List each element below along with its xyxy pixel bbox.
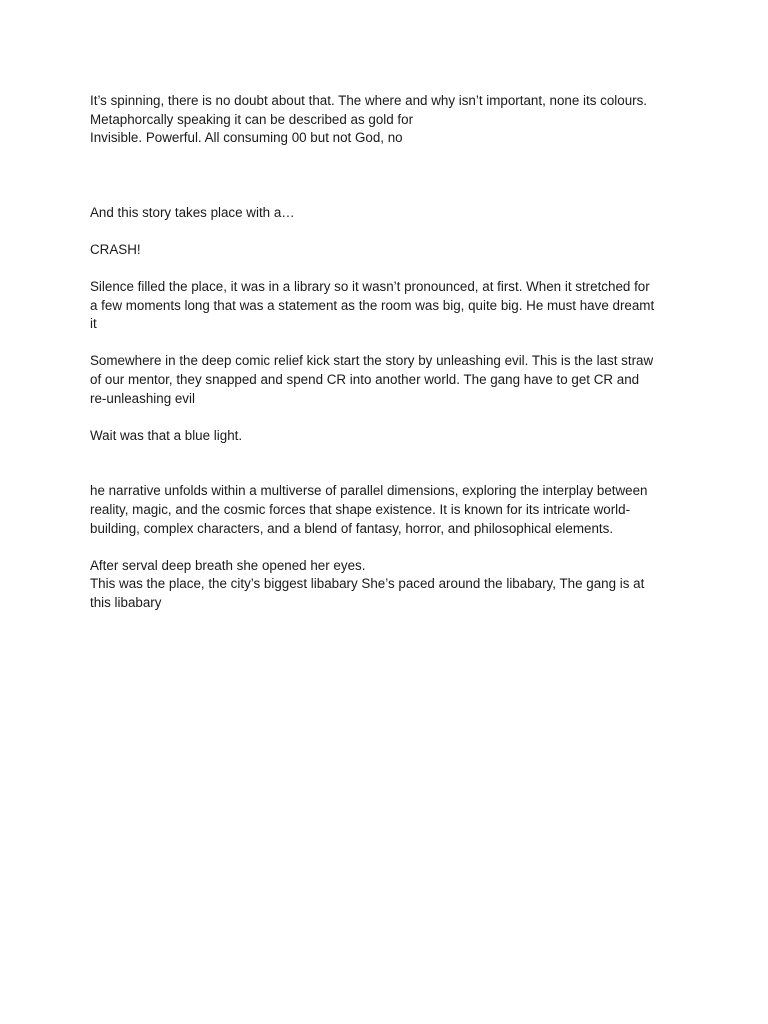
- text-line: After serval deep breath she opened her eyes.: [90, 557, 366, 573]
- paragraph-story-start: [90, 204, 690, 223]
- paragraph-spacer: [90, 148, 690, 204]
- text-line: Wait was that a blue light.: [90, 427, 243, 443]
- text-line: CRASH!: [90, 241, 141, 257]
- text-line: he narrative unfolds within a multiverse of parallel dimensions, exploring the interplay between: [90, 483, 648, 499]
- text-line: reality, magic, and the cosmic forces that shape existence. It is known for its intricate world-: [90, 502, 631, 518]
- text-line: Metaphorcally speaking it can be described as gold for: [90, 111, 414, 127]
- paragraph-blue-light: [90, 427, 690, 446]
- text-line: And this story takes place with a…: [90, 204, 295, 220]
- paragraph-crash: [90, 241, 690, 260]
- paragraph-spacer: [90, 259, 690, 278]
- text-line: This was the place, the city’s biggest libabary She’s paced around the libabary, The gang is at: [90, 576, 645, 592]
- paragraph-comic-relief: [90, 352, 690, 408]
- text-line: of our mentor, they snapped and spend CR into another world. The gang have to get CR and: [90, 371, 640, 387]
- text-line: it: [90, 316, 97, 332]
- paragraph-spacer: [90, 408, 690, 427]
- document-body: [90, 92, 690, 613]
- text-line: re-unleashing evil: [90, 390, 195, 406]
- text-line: Somewhere in the deep comic relief kick start the story by unleashing evil. This is the last straw: [90, 353, 654, 369]
- text-line: It’s spinning, there is no doubt about that. The where and why isn’t important, none its colours.: [90, 93, 648, 108]
- text-line: a few moments long that was a statement as the room was big, quite big. He must have dreamt: [90, 297, 655, 313]
- paragraph-spacer: [90, 334, 690, 353]
- text-line: Silence filled the place, it was in a library so it wasn’t pronounced, at first. When it stretched for: [90, 278, 650, 294]
- paragraph-narrative: [90, 482, 690, 538]
- paragraph-spacer: [90, 222, 690, 241]
- paragraph-spacer: [90, 538, 690, 557]
- paragraph-opening: [90, 92, 690, 148]
- paragraph-silence: [90, 278, 690, 334]
- text-line: this libabary: [90, 595, 162, 611]
- paragraph-library: [90, 557, 690, 613]
- paragraph-spacer: [90, 445, 690, 482]
- text-line: Invisible. Powerful. All consuming 00 but not God, no: [90, 130, 403, 146]
- text-line: building, complex characters, and a blend of fantasy, horror, and philosophical elements.: [90, 520, 614, 536]
